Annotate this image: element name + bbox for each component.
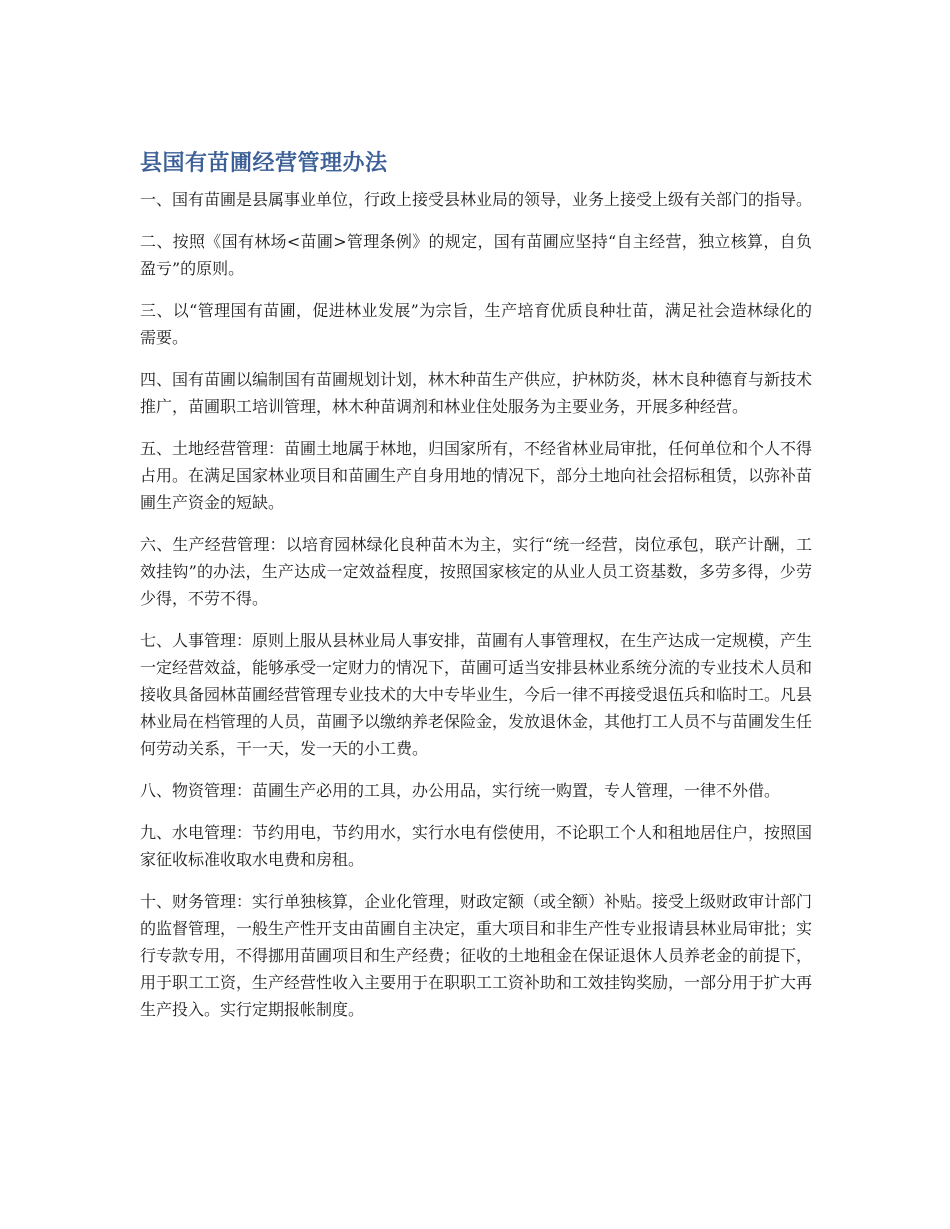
paragraph-6: 六、生产经营管理：以培育园林绿化良种苗木为主，实行“统一经营，岗位承包，联产计酬，工效挂钩”的办法，生产达成一定效益程度，按照国家核定的从业人员工资基数，多劳多得，少劳少得，不劳不得。 <box>140 535 812 608</box>
paragraph-5: 五、土地经营管理：苗圃土地属于林地，归国家所有，不经省林业局审批，任何单位和个人不得占用。在满足国家林业项目和苗圃生产自身用地的情况下，部分土地向社会招标租赁，以弥补苗圃生产资金的短缺。 <box>140 439 813 512</box>
paragraph-7: 七、人事管理：原则上服从县林业局人事安排，苗圃有人事管理权，在生产达成一定规模，产生一定经营效益，能够承受一定财力的情况下，苗圃可适当安排县林业系统分流的专业技术人员和接收具备园林苗圃经营管理专业技术的大中专毕业生，今后一律不再接受退伍兵和临时工。凡县林业局在档管理的人员，苗圃予以缴纳养老保险金，发放退休金，其他打工人员不与苗圃发生任何劳动关系，干一天，发一天的小工费。 <box>140 631 813 758</box>
paragraph-9: 九、水电管理：节约用电，节约用水，实行水电有偿使用，不论职工个人和租地居住户，按照国家征收标准收取水电费和房租。 <box>140 823 813 869</box>
paragraph-2: 二、按照《国有林场<苗圃>管理条例》的规定，国有苗圃应坚持“自主经营，独立核算，自负盈亏”的原则。 <box>140 232 812 278</box>
paragraph-10: 十、财务管理：实行单独核算，企业化管理，财政定额（或全额）补贴。接受上级财政审计部门的监督管理，一般生产性开支由苗圃自主决定，重大项目和非生产性专业报请县林业局审批；实行专款专用，不得挪用苗圃项目和生产经费；征收的土地租金在保证退休人员养老金的前提下，用于职工工资，生产经营性收入主要用于在职职工工资补助和工效挂钩奖励，一部分用于扩大再生产投入。实行定期报帐制度。 <box>140 892 813 1019</box>
document-title: 县国有苗圃经营管理办法 <box>140 151 388 176</box>
document-page <box>140 148 812 1038</box>
paragraph-1: 一、国有苗圃是县属事业单位，行政上接受县林业局的领导，业务上接受上级有关部门的指导。 <box>140 190 813 209</box>
paragraph-3: 三、以“管理国有苗圃，促进林业发展”为宗旨，生产培育优质良种壮苗，满足社会造林绿化的需要。 <box>140 301 812 347</box>
paragraph-4: 四、国有苗圃以编制国有苗圃规划计划，林木种苗生产供应，护林防炎，林木良种德育与新技术推广，苗圃职工培训管理，林木种苗调剂和林业住处服务为主要业务，开展多种经营。 <box>140 370 813 416</box>
paragraph-8: 八、物资管理：苗圃生产必用的工具，办公用品，实行统一购置，专人管理，一律不外借。 <box>140 781 781 800</box>
